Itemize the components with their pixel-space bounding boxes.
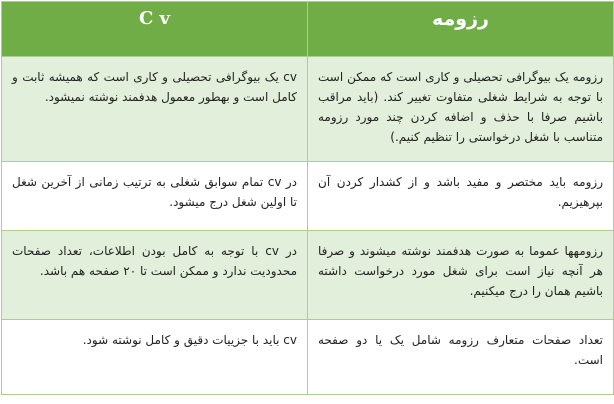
header-resume-label: رزومه bbox=[432, 8, 489, 30]
cell-cv-text: cv یک بیوگرافی تحصیلی و کاری است که همیشه ثابت و کامل است و بهطور معمول هدفمند نوشته نمیشود. bbox=[12, 70, 297, 104]
cell-cv bbox=[2, 57, 308, 162]
table-row bbox=[2, 231, 614, 320]
cell-resume bbox=[308, 57, 614, 162]
table-row bbox=[2, 57, 614, 162]
cell-cv-text: cv باید با جزییات دقیق و کامل نوشته شود. bbox=[82, 333, 297, 347]
table-row bbox=[2, 162, 614, 231]
cell-cv bbox=[2, 320, 308, 395]
cell-resume-text: رزومه یک بیوگرافی تحصیلی و کاری است که ممکن است با توجه به شرایط شغلی متفاوت تغییر کند. (باید مراقب باشیم صرفا با حذف و اضافه کردن چند مورد رزومه متناسب با شغل درخواستی را تنظیم کنیم.) bbox=[318, 70, 603, 144]
cell-cv-text: در cv با توجه به کامل بودن اطلاعات، تعداد صفحات محدودیت ندارد و ممکن است تا ۲۰ صفحه هم باشد. bbox=[12, 244, 297, 278]
cell-resume bbox=[308, 231, 614, 320]
header-cv bbox=[2, 2, 308, 57]
cell-resume bbox=[308, 162, 614, 231]
comparison-table-container bbox=[1, 1, 613, 402]
header-cv-label: C v bbox=[138, 8, 171, 29]
cell-cv bbox=[2, 231, 308, 320]
cell-resume-text: تعداد صفحات متعارف رزومه شامل یک یا دو صفحه است. bbox=[318, 333, 603, 367]
cell-cv-text: در cv تمام سوابق شغلی به ترتیب زمانی از آخرین شغل تا اولین شغل درج میشود. bbox=[12, 175, 298, 209]
cell-resume-text: رزومه باید مختصر و مفید باشد و از کشدار کردن آن بپرهیزیم. bbox=[318, 175, 603, 209]
resume-vs-cv-table bbox=[1, 1, 614, 395]
header-resume bbox=[308, 2, 614, 57]
table-row bbox=[2, 320, 614, 395]
cell-resume-text: رزومهها عموما به صورت هدفمند نوشته میشوند و صرفا هر آنچه نیاز است برای شغل مورد درخواست داشته باشیم همان را درج میکنیم. bbox=[318, 244, 603, 298]
cell-resume bbox=[308, 320, 614, 395]
table-header-row bbox=[2, 2, 614, 57]
cell-cv bbox=[2, 162, 308, 231]
